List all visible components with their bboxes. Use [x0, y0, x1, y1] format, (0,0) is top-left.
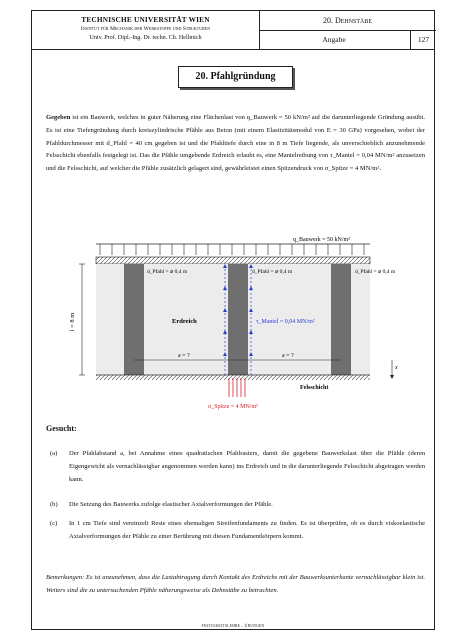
friction-label: τ_Mantel = 0,04 MN/m²: [256, 319, 315, 325]
depth-label: l = 8 m: [69, 312, 76, 332]
pile-right: [331, 264, 351, 375]
rock-label: Felsschicht: [300, 385, 329, 391]
tip-label: σ_Spitze = 4 MN/m²: [208, 404, 258, 410]
load-arrows: [100, 244, 364, 255]
task-text: In 1 cm Tiefe sind vereinzelt Reste eines ehemaligen Streifenfundaments zu finden. Es ist überprüfen, ob es durch viskoelastische Axialverformungen der Pfähle zu einer Berührung mit diesen Fundamentkörpern kommt.: [69, 520, 425, 540]
section-subheading: Angabe: [322, 35, 346, 44]
remarks-paragraph: Bemerkungen: Es ist anzunehmen, dass die Lastabtragung durch Kontakt des Erdreichs mit der Bauwerksunterkante vernachlässigbar klein ist. Weiters sind die zu untersuchenden Pfähle näherungsweise als Dehnstäbe zu betrachten.: [46, 574, 425, 594]
exercise-title: 20. Pfahlgründung: [178, 66, 293, 88]
load-label: q_Bauwerk = 50 kN/m²: [293, 237, 351, 243]
intro-lead: Gegeben: [46, 114, 71, 121]
diam-label-3: d_Pfahl = ⌀ 0,4 m: [355, 269, 396, 275]
task-label: (b): [50, 501, 58, 508]
institute-name: Institut für Mechanik der Werkstoffe und Strukturen: [80, 26, 211, 32]
pile-left: [124, 264, 144, 375]
x-axis-label: x: [395, 365, 398, 371]
university-name: TECHNISCHE UNIVERSITÄT WIEN: [81, 15, 210, 24]
task-item: [52, 518, 425, 544]
task-item: [52, 499, 425, 512]
task-label: (c): [50, 520, 58, 527]
task-text: Der Pfahlabstand a, bei Annahme eines quadratischen Pfahlrasters, damit die gegebene Bauwerkslast über die Pfähle (deren Eigengewicht als vernachlässigbar angenommen werden kann) ins Erdreich und in die darunterliegende Felsschicht abgetragen werden kann.: [69, 450, 425, 483]
spacing-label-1: a = ?: [178, 353, 190, 359]
spacing-label-2: a = ?: [282, 353, 294, 359]
diam-label-1: d_Pfahl = ⌀ 0,4 m: [147, 269, 188, 275]
tip-pressure-arrows: [229, 378, 245, 397]
intro-text: ist ein Bauwerk, welches in guter Näherung eine Flächenlast von q_Bauwerk = 50 kN/m² auf die darunterliegende Gründung ausübt. Es ist eine Tiefengründung durch kreiszylindrische Pfähle aus Beton (mit einem Elastizitätsmodul von E = 30 GPa) vorgesehen, wobei der Pfahldurchmesser mit d_Pfahl = 40 cm gegeben ist und die Pfahltiefe durch eine in 8 m Tiefe liegende, als unverschieblich anzunehmende Felsschicht ebenfalls festgelegt ist. Das die Pfähle umgebende Erdreich erlaubt es, eine Mantelreibung von τ_Mantel = 0,04 MN/m² anzusetzen und die Felsschicht, auf welcher die Pfähle zusätzlich gelagert sind, gewährleistet einen Spitzendruck von σ_Spitze = 4 MN/m².: [46, 114, 425, 173]
building-slab: [96, 257, 370, 264]
task-label: (a): [50, 450, 58, 457]
tasks-heading: Gesucht:: [46, 424, 77, 433]
professor-name: Univ. Prof. Dipl.-Ing. Dr. techn. Ch. Hellmich: [89, 35, 202, 41]
page-number: 127: [410, 31, 436, 49]
pile-center: [228, 264, 248, 375]
chapter-title: 20. Dehnstäbe: [259, 11, 436, 31]
diam-label-2: d_Pfahl = ⌀ 0,4 m: [252, 269, 293, 275]
page-footer: FESTIGKEITSLEHRE – ÜBUNGEN: [201, 624, 265, 628]
soil-label: Erdreich: [172, 318, 197, 325]
task-item: [52, 448, 425, 486]
task-text: Die Setzung des Bauwerks zufolge elastischer Axialverformungen der Pfähle.: [69, 501, 273, 508]
